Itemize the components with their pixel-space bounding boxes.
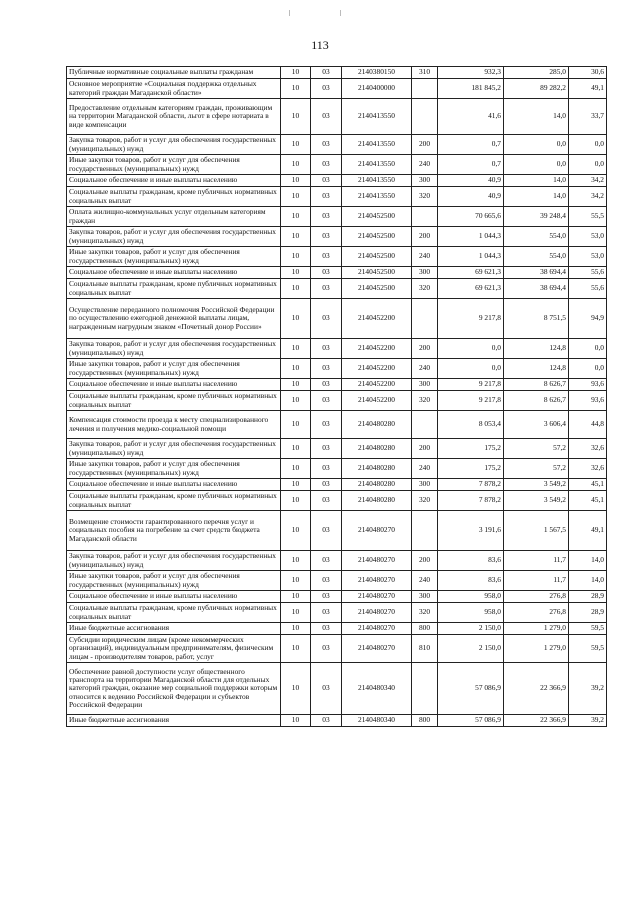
section-code: 10 <box>281 359 311 379</box>
expense-type-code: 200 <box>412 227 438 247</box>
section-code: 10 <box>281 623 311 635</box>
actual-amount: 285,0 <box>504 67 569 79</box>
subsection-code: 03 <box>311 635 342 663</box>
subsection-code: 03 <box>311 551 342 571</box>
actual-amount: 0,0 <box>504 135 569 155</box>
planned-amount: 7 878,2 <box>438 491 504 511</box>
section-code: 10 <box>281 439 311 459</box>
planned-amount: 932,3 <box>438 67 504 79</box>
item-name: Социальное обеспечение и иные выплаты населению <box>67 175 281 187</box>
target-article-code: 2140480270 <box>342 623 412 635</box>
planned-amount: 9 217,8 <box>438 391 504 411</box>
planned-amount: 958,0 <box>438 603 504 623</box>
expense-type-code: 810 <box>412 635 438 663</box>
target-article-code: 2140480270 <box>342 511 412 551</box>
table-row <box>67 391 607 411</box>
subsection-code: 03 <box>311 227 342 247</box>
planned-amount: 69 621,3 <box>438 267 504 279</box>
actual-amount: 8 626,7 <box>504 391 569 411</box>
execution-percent: 34,2 <box>569 187 607 207</box>
execution-percent: 0,0 <box>569 339 607 359</box>
execution-percent: 59,5 <box>569 623 607 635</box>
table-row <box>67 79 607 99</box>
target-article-code: 2140452200 <box>342 359 412 379</box>
planned-amount: 2 150,0 <box>438 623 504 635</box>
target-article-code: 2140452200 <box>342 339 412 359</box>
subsection-code: 03 <box>311 379 342 391</box>
budget-table <box>66 66 607 727</box>
expense-type-code: 240 <box>412 571 438 591</box>
expense-type-code: 300 <box>412 175 438 187</box>
section-code: 10 <box>281 79 311 99</box>
item-name: Предоставление отдельным категориям граждан, проживающим на территории Магаданской области, льгот в сфере нотариата в виде компенсации <box>67 99 281 135</box>
target-article-code: 2140480280 <box>342 411 412 439</box>
section-code: 10 <box>281 99 311 135</box>
expense-type-code: 240 <box>412 359 438 379</box>
item-name: Социальные выплаты гражданам, кроме публичных нормативных социальных выплат <box>67 391 281 411</box>
execution-percent: 53,0 <box>569 247 607 267</box>
subsection-code: 03 <box>311 591 342 603</box>
table-row <box>67 479 607 491</box>
expense-type-code: 310 <box>412 67 438 79</box>
item-name: Социальные выплаты гражданам, кроме публичных нормативных социальных выплат <box>67 491 281 511</box>
section-code: 10 <box>281 551 311 571</box>
expense-type-code <box>412 511 438 551</box>
item-name: Иные бюджетные ассигнования <box>67 623 281 635</box>
item-name: Социальные выплаты гражданам, кроме публичных нормативных социальных выплат <box>67 603 281 623</box>
execution-percent: 45,1 <box>569 491 607 511</box>
section-code: 10 <box>281 135 311 155</box>
execution-percent: 0,0 <box>569 155 607 175</box>
subsection-code: 03 <box>311 135 342 155</box>
expense-type-code <box>412 79 438 99</box>
section-code: 10 <box>281 247 311 267</box>
target-article-code: 2140480270 <box>342 635 412 663</box>
execution-percent: 93,6 <box>569 391 607 411</box>
subsection-code: 03 <box>311 299 342 339</box>
target-article-code: 2140452200 <box>342 299 412 339</box>
planned-amount: 40,9 <box>438 175 504 187</box>
table-row <box>67 207 607 227</box>
subsection-code: 03 <box>311 247 342 267</box>
subsection-code: 03 <box>311 459 342 479</box>
planned-amount: 2 150,0 <box>438 635 504 663</box>
target-article-code: 2140400000 <box>342 79 412 99</box>
item-name: Иные закупки товаров, работ и услуг для обеспечения государственных (муниципальных) нужд <box>67 459 281 479</box>
execution-percent: 30,6 <box>569 67 607 79</box>
planned-amount: 1 044,3 <box>438 247 504 267</box>
table-row <box>67 635 607 663</box>
table-row <box>67 551 607 571</box>
target-article-code: 2140480340 <box>342 715 412 727</box>
expense-type-code <box>412 411 438 439</box>
table-row <box>67 67 607 79</box>
target-article-code: 2140480270 <box>342 603 412 623</box>
table-row <box>67 511 607 551</box>
section-code: 10 <box>281 635 311 663</box>
actual-amount: 1 279,0 <box>504 635 569 663</box>
subsection-code: 03 <box>311 479 342 491</box>
actual-amount: 554,0 <box>504 247 569 267</box>
actual-amount: 124,8 <box>504 359 569 379</box>
target-article-code: 2140480270 <box>342 591 412 603</box>
expense-type-code: 200 <box>412 339 438 359</box>
actual-amount: 57,2 <box>504 439 569 459</box>
subsection-code: 03 <box>311 207 342 227</box>
table-row <box>67 571 607 591</box>
execution-percent: 49,1 <box>569 79 607 99</box>
section-code: 10 <box>281 459 311 479</box>
planned-amount: 3 191,6 <box>438 511 504 551</box>
target-article-code: 2140413550 <box>342 135 412 155</box>
actual-amount: 3 549,2 <box>504 491 569 511</box>
target-article-code: 2140480280 <box>342 459 412 479</box>
target-article-code: 2140380150 <box>342 67 412 79</box>
table-body <box>67 67 607 727</box>
subsection-code: 03 <box>311 663 342 715</box>
actual-amount: 89 282,2 <box>504 79 569 99</box>
expense-type-code <box>412 299 438 339</box>
expense-type-code: 800 <box>412 623 438 635</box>
expense-type-code: 320 <box>412 187 438 207</box>
item-name: Закупка товаров, работ и услуг для обеспечения государственных (муниципальных) нужд <box>67 439 281 459</box>
section-code: 10 <box>281 155 311 175</box>
target-article-code: 2140452500 <box>342 207 412 227</box>
planned-amount: 1 044,3 <box>438 227 504 247</box>
subsection-code: 03 <box>311 511 342 551</box>
execution-percent: 39,2 <box>569 663 607 715</box>
planned-amount: 8 053,4 <box>438 411 504 439</box>
actual-amount: 11,7 <box>504 571 569 591</box>
section-code: 10 <box>281 207 311 227</box>
table-row <box>67 459 607 479</box>
table-row <box>67 339 607 359</box>
actual-amount: 8 751,5 <box>504 299 569 339</box>
execution-percent: 44,8 <box>569 411 607 439</box>
planned-amount: 83,6 <box>438 571 504 591</box>
actual-amount: 11,7 <box>504 551 569 571</box>
actual-amount: 14,0 <box>504 175 569 187</box>
item-name: Социальное обеспечение и иные выплаты населению <box>67 479 281 491</box>
planned-amount: 70 665,6 <box>438 207 504 227</box>
expense-type-code: 800 <box>412 715 438 727</box>
expense-type-code: 300 <box>412 479 438 491</box>
table-row <box>67 227 607 247</box>
execution-percent: 45,1 <box>569 479 607 491</box>
section-code: 10 <box>281 339 311 359</box>
item-name: Социальные выплаты гражданам, кроме публичных нормативных социальных выплат <box>67 187 281 207</box>
actual-amount: 39 248,4 <box>504 207 569 227</box>
actual-amount: 124,8 <box>504 339 569 359</box>
subsection-code: 03 <box>311 279 342 299</box>
item-name: Закупка товаров, работ и услуг для обеспечения государственных (муниципальных) нужд <box>67 227 281 247</box>
target-article-code: 2140452500 <box>342 267 412 279</box>
section-code: 10 <box>281 715 311 727</box>
expense-type-code: 300 <box>412 379 438 391</box>
planned-amount: 57 086,9 <box>438 663 504 715</box>
planned-amount: 175,2 <box>438 439 504 459</box>
table-row <box>67 715 607 727</box>
execution-percent: 34,2 <box>569 175 607 187</box>
target-article-code: 2140480280 <box>342 439 412 459</box>
table-row <box>67 299 607 339</box>
target-article-code: 2140413550 <box>342 187 412 207</box>
execution-percent: 14,0 <box>569 551 607 571</box>
table-row <box>67 439 607 459</box>
table-row <box>67 663 607 715</box>
section-code: 10 <box>281 299 311 339</box>
subsection-code: 03 <box>311 571 342 591</box>
execution-percent: 0,0 <box>569 135 607 155</box>
table-row <box>67 247 607 267</box>
actual-amount: 8 626,7 <box>504 379 569 391</box>
expense-type-code: 240 <box>412 247 438 267</box>
planned-amount: 69 621,3 <box>438 279 504 299</box>
item-name: Публичные нормативные социальные выплаты гражданам <box>67 67 281 79</box>
subsection-code: 03 <box>311 79 342 99</box>
scan-mark <box>340 10 341 16</box>
subsection-code: 03 <box>311 715 342 727</box>
subsection-code: 03 <box>311 187 342 207</box>
section-code: 10 <box>281 67 311 79</box>
target-article-code: 2140480280 <box>342 491 412 511</box>
table-row <box>67 379 607 391</box>
planned-amount: 0,0 <box>438 359 504 379</box>
actual-amount: 276,8 <box>504 603 569 623</box>
section-code: 10 <box>281 379 311 391</box>
table-row <box>67 603 607 623</box>
planned-amount: 0,7 <box>438 155 504 175</box>
expense-type-code: 320 <box>412 603 438 623</box>
execution-percent: 55,5 <box>569 207 607 227</box>
actual-amount: 14,0 <box>504 187 569 207</box>
table-row <box>67 187 607 207</box>
planned-amount: 83,6 <box>438 551 504 571</box>
target-article-code: 2140452500 <box>342 279 412 299</box>
table-row <box>67 359 607 379</box>
execution-percent: 28,9 <box>569 603 607 623</box>
item-name: Обеспечение равной доступности услуг общественного транспорта на территории Магаданской области для отдельных категорий граждан, оказание мер социальной поддержки которым относится к ведению Российской Федерации и субъектов Российской Федерации <box>67 663 281 715</box>
target-article-code: 2140452500 <box>342 227 412 247</box>
target-article-code: 2140413550 <box>342 99 412 135</box>
item-name: Возмещение стоимости гарантированного перечня услуг и социальных пособия на погребение за счет средств бюджета Магаданской области <box>67 511 281 551</box>
table-row <box>67 99 607 135</box>
table-row <box>67 135 607 155</box>
subsection-code: 03 <box>311 267 342 279</box>
planned-amount: 0,7 <box>438 135 504 155</box>
target-article-code: 2140413550 <box>342 155 412 175</box>
expense-type-code: 200 <box>412 551 438 571</box>
subsection-code: 03 <box>311 155 342 175</box>
table-row <box>67 267 607 279</box>
actual-amount: 1 279,0 <box>504 623 569 635</box>
item-name: Социальное обеспечение и иные выплаты населению <box>67 591 281 603</box>
actual-amount: 57,2 <box>504 459 569 479</box>
table-row <box>67 491 607 511</box>
item-name: Компенсация стоимости проезда к месту специализированного лечения и получения медико-социальной помощи <box>67 411 281 439</box>
execution-percent: 94,9 <box>569 299 607 339</box>
item-name: Иные закупки товаров, работ и услуг для обеспечения государственных (муниципальных) нужд <box>67 571 281 591</box>
subsection-code: 03 <box>311 411 342 439</box>
section-code: 10 <box>281 603 311 623</box>
actual-amount: 276,8 <box>504 591 569 603</box>
item-name: Закупка товаров, работ и услуг для обеспечения государственных (муниципальных) нужд <box>67 339 281 359</box>
planned-amount: 958,0 <box>438 591 504 603</box>
expense-type-code: 300 <box>412 591 438 603</box>
item-name: Закупка товаров, работ и услуг для обеспечения государственных (муниципальных) нужд <box>67 551 281 571</box>
execution-percent: 93,6 <box>569 379 607 391</box>
execution-percent: 55,6 <box>569 267 607 279</box>
section-code: 10 <box>281 267 311 279</box>
item-name: Иные закупки товаров, работ и услуг для обеспечения государственных (муниципальных) нужд <box>67 247 281 267</box>
target-article-code: 2140480280 <box>342 479 412 491</box>
subsection-code: 03 <box>311 99 342 135</box>
expense-type-code: 320 <box>412 279 438 299</box>
item-name: Иные бюджетные ассигнования <box>67 715 281 727</box>
scan-mark <box>289 10 290 16</box>
section-code: 10 <box>281 511 311 551</box>
execution-percent: 49,1 <box>569 511 607 551</box>
execution-percent: 28,9 <box>569 591 607 603</box>
actual-amount: 3 549,2 <box>504 479 569 491</box>
item-name: Оплата жилищно-коммунальных услуг отдельным категориям граждан <box>67 207 281 227</box>
execution-percent: 53,0 <box>569 227 607 247</box>
section-code: 10 <box>281 491 311 511</box>
expense-type-code: 320 <box>412 491 438 511</box>
expense-type-code: 200 <box>412 135 438 155</box>
item-name: Социальное обеспечение и иные выплаты населению <box>67 379 281 391</box>
section-code: 10 <box>281 411 311 439</box>
item-name: Социальные выплаты гражданам, кроме публичных нормативных социальных выплат <box>67 279 281 299</box>
subsection-code: 03 <box>311 603 342 623</box>
section-code: 10 <box>281 279 311 299</box>
target-article-code: 2140452200 <box>342 379 412 391</box>
table-row <box>67 591 607 603</box>
item-name: Основное мероприятие «Социальная поддержка отдельных категорий граждан Магаданской области» <box>67 79 281 99</box>
item-name: Социальное обеспечение и иные выплаты населению <box>67 267 281 279</box>
target-article-code: 2140452200 <box>342 391 412 411</box>
planned-amount: 181 845,2 <box>438 79 504 99</box>
actual-amount: 554,0 <box>504 227 569 247</box>
expense-type-code: 240 <box>412 459 438 479</box>
section-code: 10 <box>281 591 311 603</box>
section-code: 10 <box>281 571 311 591</box>
subsection-code: 03 <box>311 491 342 511</box>
target-article-code: 2140480270 <box>342 551 412 571</box>
item-name: Иные закупки товаров, работ и услуг для обеспечения государственных (муниципальных) нужд <box>67 155 281 175</box>
actual-amount: 0,0 <box>504 155 569 175</box>
item-name: Иные закупки товаров, работ и услуг для обеспечения государственных (муниципальных) нужд <box>67 359 281 379</box>
execution-percent: 32,6 <box>569 439 607 459</box>
target-article-code: 2140413550 <box>342 175 412 187</box>
expense-type-code: 200 <box>412 439 438 459</box>
execution-percent: 59,5 <box>569 635 607 663</box>
section-code: 10 <box>281 391 311 411</box>
execution-percent: 33,7 <box>569 99 607 135</box>
table-row <box>67 175 607 187</box>
planned-amount: 41,6 <box>438 99 504 135</box>
table-row <box>67 155 607 175</box>
subsection-code: 03 <box>311 623 342 635</box>
execution-percent: 55,6 <box>569 279 607 299</box>
expense-type-code: 240 <box>412 155 438 175</box>
section-code: 10 <box>281 227 311 247</box>
page-number: 113 <box>311 38 329 52</box>
item-name: Осуществление переданного полномочия Российской Федерации по осуществлению ежегодной денежной выплаты лицам, награжденным нагрудным знаком «Почетный донор России» <box>67 299 281 339</box>
subsection-code: 03 <box>311 439 342 459</box>
planned-amount: 0,0 <box>438 339 504 359</box>
table-row <box>67 623 607 635</box>
actual-amount: 3 606,4 <box>504 411 569 439</box>
target-article-code: 2140452500 <box>342 247 412 267</box>
section-code: 10 <box>281 479 311 491</box>
section-code: 10 <box>281 187 311 207</box>
planned-amount: 57 086,9 <box>438 715 504 727</box>
actual-amount: 22 366,9 <box>504 663 569 715</box>
expense-type-code: 320 <box>412 391 438 411</box>
execution-percent: 39,2 <box>569 715 607 727</box>
item-name: Закупка товаров, работ и услуг для обеспечения государственных (муниципальных) нужд <box>67 135 281 155</box>
target-article-code: 2140480340 <box>342 663 412 715</box>
table-row <box>67 411 607 439</box>
planned-amount: 9 217,8 <box>438 379 504 391</box>
expense-type-code <box>412 99 438 135</box>
expense-type-code: 300 <box>412 267 438 279</box>
table-row <box>67 279 607 299</box>
actual-amount: 38 694,4 <box>504 279 569 299</box>
execution-percent: 14,0 <box>569 571 607 591</box>
planned-amount: 175,2 <box>438 459 504 479</box>
subsection-code: 03 <box>311 175 342 187</box>
section-code: 10 <box>281 175 311 187</box>
actual-amount: 1 567,5 <box>504 511 569 551</box>
section-code: 10 <box>281 663 311 715</box>
item-name: Субсидии юридическим лицам (кроме некоммерческих организаций), индивидуальным предпринимателям, физическим лицам - производителям товаров, работ, услуг <box>67 635 281 663</box>
planned-amount: 9 217,8 <box>438 299 504 339</box>
subsection-code: 03 <box>311 391 342 411</box>
expense-type-code <box>412 207 438 227</box>
target-article-code: 2140480270 <box>342 571 412 591</box>
execution-percent: 32,6 <box>569 459 607 479</box>
actual-amount: 22 366,9 <box>504 715 569 727</box>
subsection-code: 03 <box>311 67 342 79</box>
planned-amount: 7 878,2 <box>438 479 504 491</box>
actual-amount: 38 694,4 <box>504 267 569 279</box>
actual-amount: 14,0 <box>504 99 569 135</box>
planned-amount: 40,9 <box>438 187 504 207</box>
expense-type-code <box>412 663 438 715</box>
subsection-code: 03 <box>311 359 342 379</box>
execution-percent: 0,0 <box>569 359 607 379</box>
subsection-code: 03 <box>311 339 342 359</box>
